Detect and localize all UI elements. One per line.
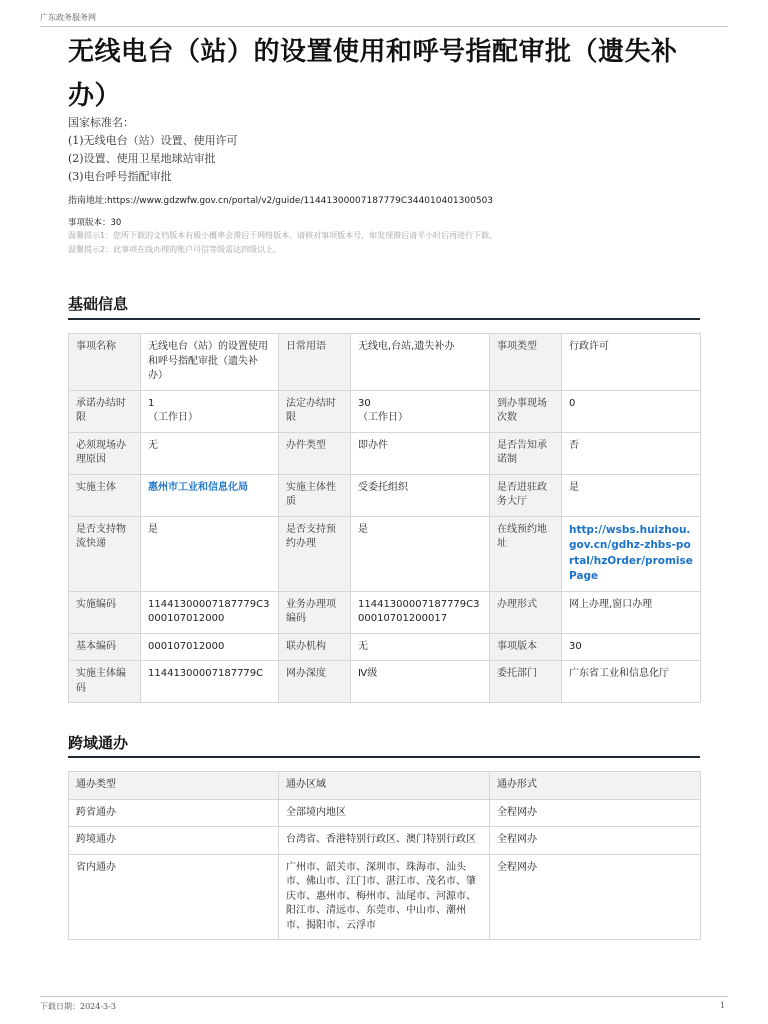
cross-row (69, 854, 701, 940)
section-divider (68, 318, 700, 320)
section-title-cross-domain: 跨域通办 (68, 734, 129, 752)
field-value: 无 (141, 432, 279, 474)
field-label: 日常用语 (279, 334, 351, 391)
field-label: 委托部门 (490, 661, 562, 703)
field-label: 网办深度 (279, 661, 351, 703)
download-date: 下载日期：2024-3-3 (40, 1002, 116, 1011)
field-label: 是否告知承诺制 (490, 432, 562, 474)
field-value: 广东省工业和信息化厅 (562, 661, 701, 703)
field-label: 办件类型 (279, 432, 351, 474)
field-value: 11441300007187779C300010701200017 (351, 591, 490, 633)
field-label: 联办机构 (279, 633, 351, 661)
basic-info-row (69, 591, 701, 633)
field-value: 无线电台（站）的设置使用和呼号指配审批（遗失补办） (141, 334, 279, 391)
basic-info-row (69, 516, 701, 591)
item-version: 事项版本：30 (68, 218, 122, 228)
basic-info-row (69, 661, 701, 703)
field-value: 000107012000 (141, 633, 279, 661)
column-header: 通办区域 (279, 772, 490, 800)
field-value: 网上办理,窗口办理 (562, 591, 701, 633)
field-value: 无线电,台站,遗失补办 (351, 334, 490, 391)
field-value-url[interactable]: http://wsbs.huizhou.gov.cn/gdhz-zhbs-portal/hzOrder/promisePage (562, 516, 701, 591)
basic-info-row (69, 334, 701, 391)
field-label: 事项类型 (490, 334, 562, 391)
field-value: 即办件 (351, 432, 490, 474)
cross-cell: 全程网办 (490, 827, 701, 855)
standard-names (68, 114, 238, 186)
basic-info-row (69, 390, 701, 432)
field-label: 基本编码 (69, 633, 141, 661)
cross-cell: 全程网办 (490, 799, 701, 827)
cross-cell: 全程网办 (490, 854, 701, 940)
field-value: 11441300007187779C (141, 661, 279, 703)
field-value: 11441300007187779C3000107012000 (141, 591, 279, 633)
tip-1: 温馨提示1：您所下载的文档版本有极小概率会滞后于网络版本。请核对事项版本号，如发现滞后请半小时后再进行下载。 (68, 231, 498, 240)
basic-info-table (68, 333, 701, 703)
cross-domain-table (68, 771, 701, 940)
field-value: Ⅳ级 (351, 661, 490, 703)
field-value: 行政许可 (562, 334, 701, 391)
field-value: 是 (351, 516, 490, 591)
standard-label: 国家标准名： (68, 116, 134, 129)
field-label: 事项版本 (490, 633, 562, 661)
page-number: 1 (719, 1001, 725, 1010)
standard-item: (1)无线电台（站）设置、使用许可 (68, 134, 238, 147)
field-label: 实施主体编码 (69, 661, 141, 703)
basic-info-row (69, 432, 701, 474)
field-label: 在线预约地址 (490, 516, 562, 591)
guide-address[interactable]: 指南地址:https://www.gdzwfw.gov.cn/portal/v2/guide/11441300007187779C344010401300503 (68, 196, 494, 206)
field-value: 30 (562, 633, 701, 661)
field-value: 30 （工作日） (351, 390, 490, 432)
basic-info-row (69, 633, 701, 661)
cross-cell: 台湾省、香港特别行政区、澳门特别行政区 (279, 827, 490, 855)
tip-2: 温馨提示2：此事项在线办理的账户可信等级需达四级以上。 (68, 245, 282, 254)
site-name: 广东政务服务网 (40, 13, 96, 22)
cross-cell: 广州市、韶关市、深圳市、珠海市、汕头市、佛山市、江门市、湛江市、茂名市、肇庆市、惠州市、梅州市、汕尾市、河源市、阳江市、清远市、东莞市、中山市、潮州市、揭阳市、云浮市 (279, 854, 490, 940)
field-value: 0 (562, 390, 701, 432)
field-label: 办理形式 (490, 591, 562, 633)
cross-cell: 省内通办 (69, 854, 279, 940)
field-value: 是 (141, 516, 279, 591)
field-value: 1 （工作日） (141, 390, 279, 432)
field-value: 否 (562, 432, 701, 474)
field-label: 是否支持物流快递 (69, 516, 141, 591)
standard-item: (2)设置、使用卫星地球站审批 (68, 152, 216, 165)
cross-row (69, 799, 701, 827)
field-value: 是 (562, 474, 701, 516)
field-label: 是否进驻政务大厅 (490, 474, 562, 516)
field-value: 无 (351, 633, 490, 661)
page-title: 无线电台（站）的设置使用和呼号指配审批（遗失补办） (68, 37, 678, 111)
field-label: 实施主体性质 (279, 474, 351, 516)
field-label: 法定办结时限 (279, 390, 351, 432)
field-label: 实施编码 (69, 591, 141, 633)
field-label: 到办事现场次数 (490, 390, 562, 432)
field-value-link[interactable]: 惠州市工业和信息化局 (141, 474, 279, 516)
section-title-basic-info: 基础信息 (68, 295, 129, 313)
basic-info-row (69, 474, 701, 516)
field-label: 事项名称 (69, 334, 141, 391)
field-label: 承诺办结时限 (69, 390, 141, 432)
cross-cell: 全部境内地区 (279, 799, 490, 827)
field-label: 实施主体 (69, 474, 141, 516)
cross-cell: 跨境通办 (69, 827, 279, 855)
field-label: 业务办理项编码 (279, 591, 351, 633)
cross-cell: 跨省通办 (69, 799, 279, 827)
cross-row (69, 827, 701, 855)
column-header: 通办形式 (490, 772, 701, 800)
standard-item: (3)电台呼号指配审批 (68, 170, 172, 183)
footer-divider (40, 996, 728, 997)
field-label: 是否支持预约办理 (279, 516, 351, 591)
header-divider (40, 26, 728, 27)
field-label: 必须现场办理原因 (69, 432, 141, 474)
section-divider (68, 756, 700, 758)
field-value: 受委托组织 (351, 474, 490, 516)
cross-header-row (69, 772, 701, 800)
column-header: 通办类型 (69, 772, 279, 800)
